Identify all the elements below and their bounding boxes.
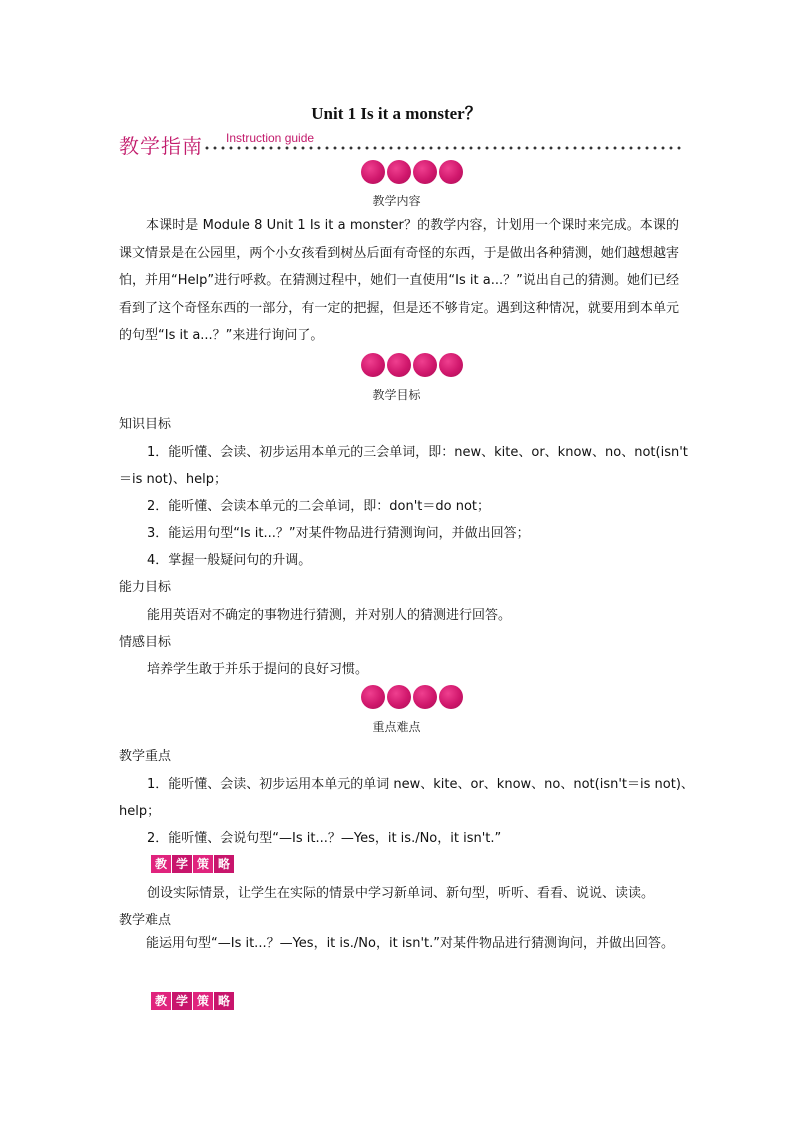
section-badge-icon bbox=[361, 685, 463, 709]
knowledge-item-1: 1．能听懂、会读、初步运用本单元的三会单词，即：new、kite、or、know、no、not(isn't bbox=[147, 445, 688, 460]
knowledge-item-4: 4．掌握一般疑问句的升调。 bbox=[147, 553, 312, 568]
knowledge-item-2: 2．能听懂、会读本单元的二会单词，即：don't＝do not； bbox=[147, 499, 491, 514]
emotion-goals-text: 培养学生敢于并乐于提问的良好习惯。 bbox=[147, 662, 369, 677]
section-badge-icon bbox=[361, 353, 463, 377]
focus-heading: 教学重点 bbox=[119, 749, 172, 764]
difficulty-heading: 教学难点 bbox=[119, 913, 172, 928]
strategy-badge: 教 学 策 略 bbox=[151, 992, 234, 1010]
section-label-keypoints: 重点难点 bbox=[372, 720, 421, 734]
emotion-goals-heading: 情感目标 bbox=[119, 635, 172, 650]
difficulty-text: 能运用句型“—Is it...？—Yes，it is./No，it isn't.”对某件物品进行猜测询问，并做出回答。 bbox=[146, 936, 674, 951]
instruction-guide-subtitle: Instruction guide bbox=[226, 131, 315, 145]
instruction-guide-title: 教学指南 bbox=[119, 134, 203, 158]
ability-goals-heading: 能力目标 bbox=[119, 580, 172, 595]
page-title: Unit 1 Is it a monster？ bbox=[311, 104, 482, 123]
strategy-text: 创设实际情景，让学生在实际的情景中学习新单词、新句型，听听、看看、说说、读读。 bbox=[147, 886, 655, 901]
ability-goals-text: 能用英语对不确定的事物进行猜测，并对别人的猜测进行回答。 bbox=[147, 608, 512, 623]
section-label-content: 教学内容 bbox=[372, 194, 421, 208]
dotted-divider bbox=[203, 145, 681, 151]
section-label-goals: 教学目标 bbox=[372, 388, 421, 402]
focus-item-2: 2．能听懂、会说句型“—Is it...？—Yes，it is./No，it isn't.” bbox=[147, 831, 502, 846]
knowledge-item-3: 3．能运用句型“Is it...？”对某件物品进行猜测询问，并做出回答； bbox=[147, 526, 530, 541]
focus-item-1: 1．能听懂、会读、初步运用本单元的单词 new、kite、or、know、no、not(isn't＝is not)、 bbox=[147, 777, 694, 792]
knowledge-goals-heading: 知识目标 bbox=[119, 417, 172, 432]
knowledge-item-1-cont: ＝is not)、help； bbox=[119, 472, 227, 487]
focus-item-1-cont: help； bbox=[119, 804, 161, 819]
section-badge-icon bbox=[361, 160, 463, 184]
strategy-badge: 教 学 策 略 bbox=[151, 855, 234, 873]
content-paragraph: 本课时是 Module 8 Unit 1 Is it a monster？的教学内容，计划用一个课时来完成。本课的课文情景是在公园里，两个小女孩看到树丛后面有奇怪的东西，于是做出各种猜测，她们越想越害怕，并用“Help”进行呼救。在猜测过程中，她们一直使用“Is it a...？”说出自己的猜测。她们已经看到了这个奇怪东西的一部分，有一定的把握，但是还不够肯定。遇到这种情况，就要用到本单元的句型“Is it a...？”来进行询问了。 bbox=[119, 218, 679, 343]
